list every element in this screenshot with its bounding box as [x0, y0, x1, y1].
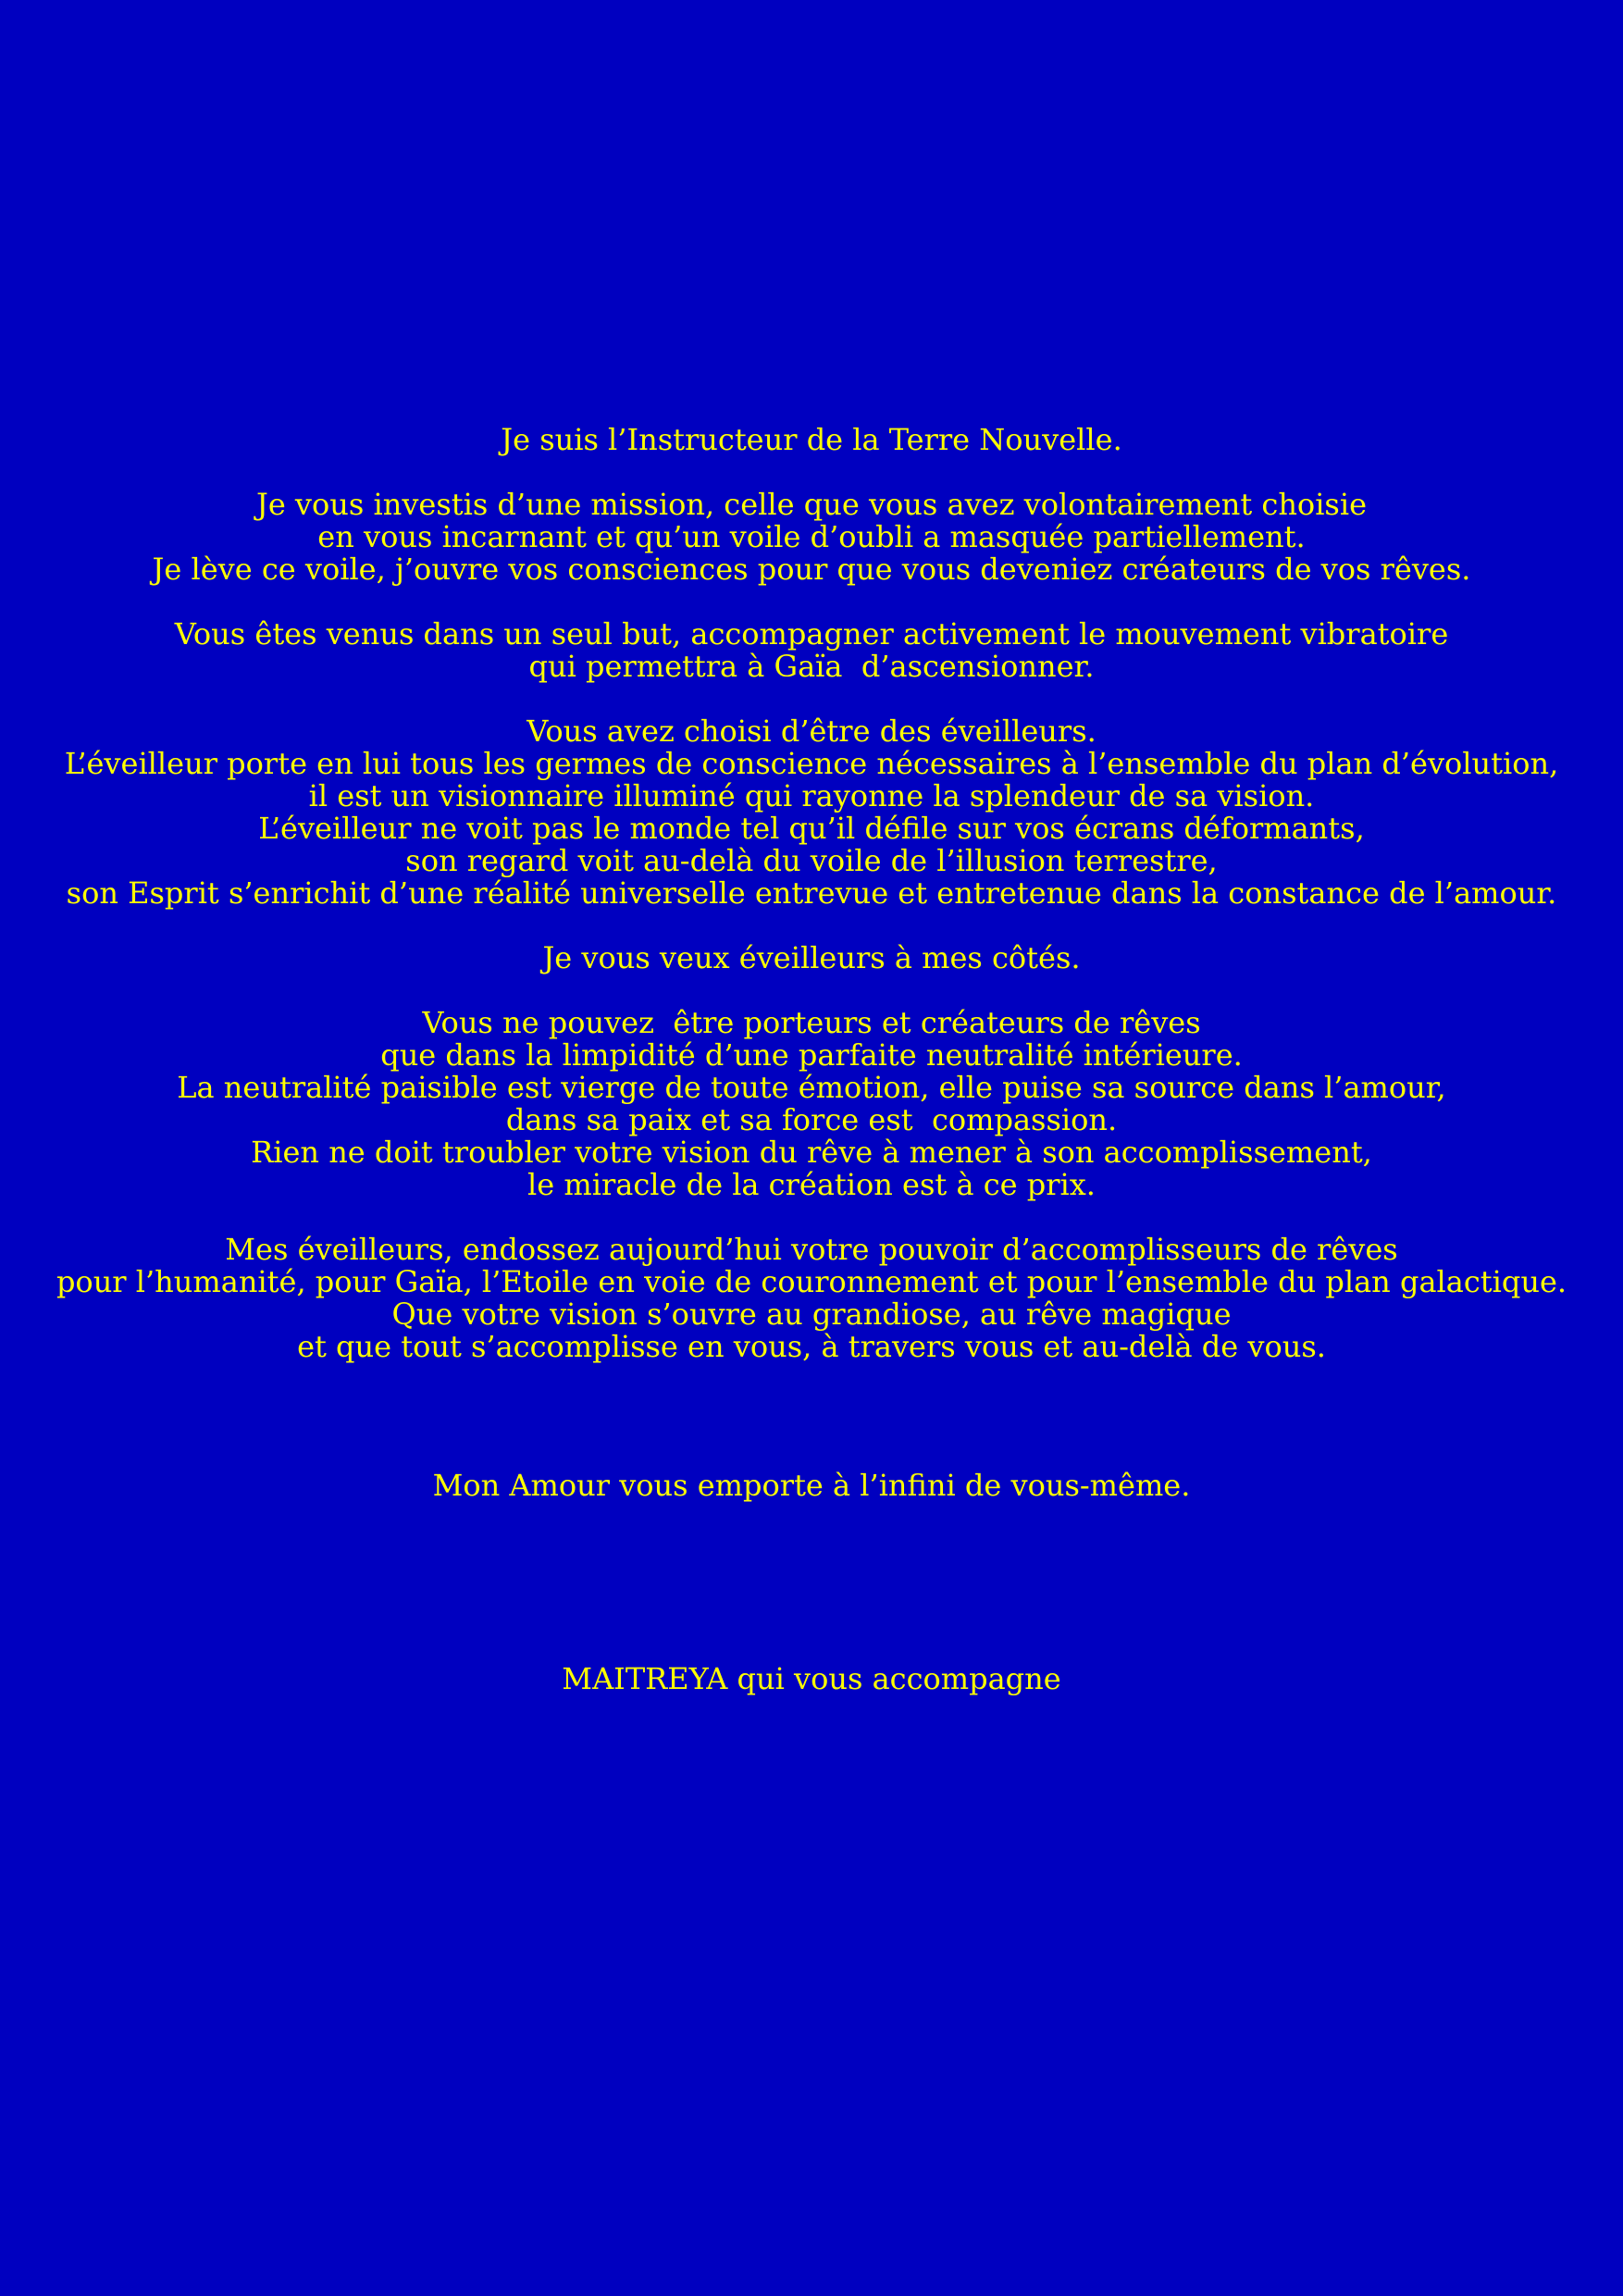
- text-line: il est un visionnaire illuminé qui rayonne la splendeur de sa vision.: [308, 778, 1315, 813]
- text-line: L’éveilleur ne voit pas le monde tel qu’il défile sur vos écrans déformants,: [258, 811, 1365, 846]
- text-line: La neutralité paisible est vierge de toute émotion, elle puise sa source dans l’amour,: [177, 1070, 1446, 1105]
- text-line: que dans la limpidité d’une parfaite neutralité intérieure.: [380, 1037, 1243, 1073]
- text-line: Que votre vision s’ouvre au grandiose, au rêve magique: [391, 1297, 1232, 1332]
- text-line: et que tout s’accomplisse en vous, à travers vous et au-delà de vous.: [297, 1329, 1326, 1364]
- text-line: son regard voit au-delà du voile de l’illusion terrestre,: [405, 843, 1218, 878]
- text-line: en vous incarnant et qu’un voile d’oubli a masquée partiellement.: [317, 519, 1306, 554]
- paragraph-neutrality: [0, 1007, 1623, 1201]
- text-line: Je vous veux éveilleurs à mes côtés.: [542, 940, 1081, 975]
- paragraph-purpose: [0, 618, 1623, 683]
- text-line: Vous êtes venus dans un seul but, accompagner activement le mouvement vibratoire: [174, 616, 1449, 652]
- text-line: Rien ne doit troubler votre vision du rêve à mener à son accomplissement,: [251, 1135, 1372, 1170]
- paragraph-mission: [0, 489, 1623, 586]
- signature: MAITREYA qui vous accompagne: [562, 1661, 1061, 1696]
- text-line: Mes éveilleurs, endossez aujourd’hui votre pouvoir d’accomplisseurs de rêves: [225, 1232, 1398, 1267]
- text-line: le miracle de la création est à ce prix.: [527, 1167, 1096, 1202]
- text-line: L’éveilleur porte en lui tous les germes de conscience nécessaires à l’ensemble du plan d’évolution,: [64, 746, 1559, 781]
- message-body: [0, 424, 1623, 1396]
- paragraph-empowerment: [0, 1234, 1623, 1363]
- text-line: pour l’humanité, pour Gaïa, l’Etoile en voie de couronnement et pour l’ensemble du plan galactique.: [56, 1264, 1567, 1299]
- paragraph-call: [0, 942, 1623, 974]
- paragraph-introduction: [0, 424, 1623, 456]
- text-line: son Esprit s’enrichit d’une réalité universelle entrevue et entretenue dans la constance de l’amour.: [66, 875, 1557, 911]
- text-line: Vous avez choisi d’être des éveilleurs.: [527, 714, 1096, 749]
- text-line: Je lève ce voile, j’ouvre vos consciences pour que vous deveniez créateurs de vos rêves.: [152, 552, 1471, 587]
- text-line: Je vous investis d’une mission, celle que vous avez volontairement choisie: [255, 487, 1368, 522]
- text-line: dans sa paix et sa force est compassion.: [505, 1102, 1118, 1137]
- text-line: Vous ne pouvez être porteurs et créateurs de rêves: [422, 1005, 1201, 1040]
- closing-line: Mon Amour vous emporte à l’infini de vous-même.: [432, 1468, 1191, 1503]
- text-line: Je suis l’Instructeur de la Terre Nouvelle.: [501, 422, 1122, 457]
- text-line: qui permettra à Gaïa d’ascensionner.: [528, 649, 1095, 684]
- paragraph-awakeners: [0, 715, 1623, 910]
